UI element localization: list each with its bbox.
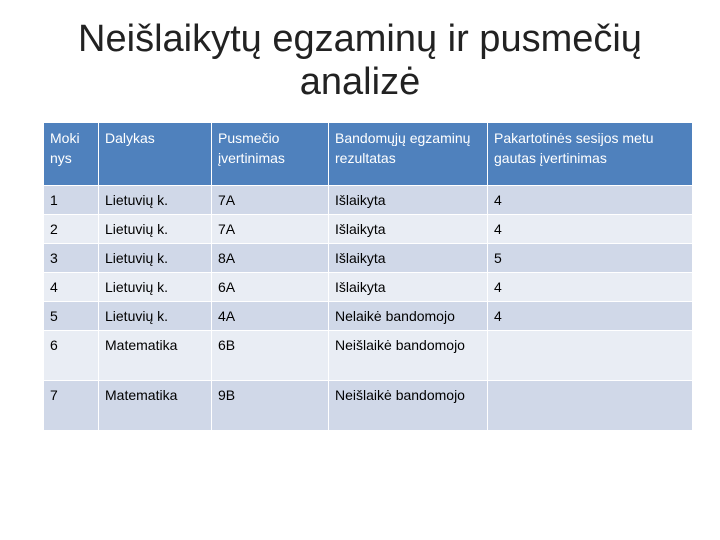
cell-mock-exam-result: Išlaikyta (329, 273, 488, 302)
slide-title-line-1: Neišlaikytų egzaminų ir pusmečių (78, 18, 642, 60)
cell-mock-exam-result: Neišlaikė bandomojo (329, 331, 488, 381)
cell-mock-exam-result: Nelaikė bandomojo (329, 302, 488, 331)
cell-semester-grade: 7A (212, 215, 329, 244)
cell-student: 5 (44, 302, 99, 331)
cell-semester-grade: 7A (212, 186, 329, 215)
cell-resit-grade: 4 (488, 186, 693, 215)
cell-resit-grade (488, 331, 693, 381)
cell-subject: Lietuvių k. (99, 215, 212, 244)
cell-resit-grade (488, 381, 693, 431)
cell-semester-grade: 6A (212, 273, 329, 302)
table-row (44, 331, 693, 381)
cell-resit-grade: 4 (488, 302, 693, 331)
slide-title (40, 18, 680, 104)
header-student: Moki nys (44, 123, 99, 186)
cell-mock-exam-result: Išlaikyta (329, 186, 488, 215)
cell-student: 6 (44, 331, 99, 381)
cell-student: 1 (44, 186, 99, 215)
table-row (44, 302, 693, 331)
cell-resit-grade: 4 (488, 273, 693, 302)
cell-student: 4 (44, 273, 99, 302)
cell-semester-grade: 6B (212, 331, 329, 381)
cell-subject: Lietuvių k. (99, 302, 212, 331)
cell-student: 3 (44, 244, 99, 273)
header-semester-grade: Pusmečio įvertinimas (212, 123, 329, 186)
slide-title-line-2: analizė (299, 61, 421, 103)
cell-resit-grade: 5 (488, 244, 693, 273)
header-mock-exam-result: Bandomųjų egzaminų rezultatas (329, 123, 488, 186)
cell-student: 7 (44, 381, 99, 431)
table-header-row (44, 123, 693, 186)
table-row (44, 244, 693, 273)
cell-resit-grade: 4 (488, 215, 693, 244)
cell-mock-exam-result: Išlaikyta (329, 244, 488, 273)
cell-student: 2 (44, 215, 99, 244)
cell-semester-grade: 8A (212, 244, 329, 273)
cell-subject: Lietuvių k. (99, 273, 212, 302)
table-row (44, 215, 693, 244)
cell-mock-exam-result: Neišlaikė bandomojo (329, 381, 488, 431)
cell-subject: Matematika (99, 331, 212, 381)
table-row (44, 381, 693, 431)
grades-table (43, 122, 693, 431)
header-subject: Dalykas (99, 123, 212, 186)
table-row (44, 186, 693, 215)
cell-subject: Lietuvių k. (99, 186, 212, 215)
header-resit-grade: Pakartotinės sesijos metu gautas įvertinimas (488, 123, 693, 186)
table-row (44, 273, 693, 302)
cell-mock-exam-result: Išlaikyta (329, 215, 488, 244)
cell-semester-grade: 4A (212, 302, 329, 331)
cell-subject: Matematika (99, 381, 212, 431)
cell-subject: Lietuvių k. (99, 244, 212, 273)
cell-semester-grade: 9B (212, 381, 329, 431)
